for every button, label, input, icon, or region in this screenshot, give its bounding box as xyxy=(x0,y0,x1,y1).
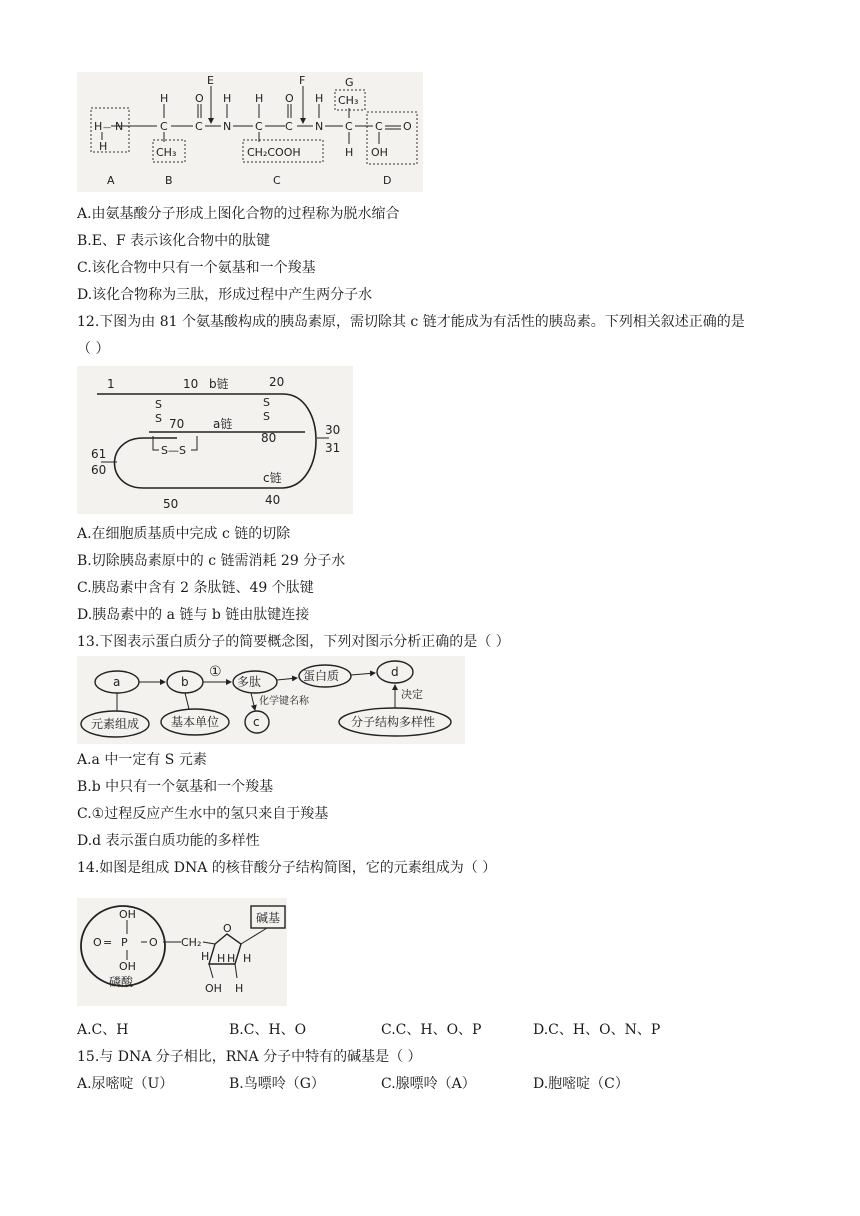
q12-option-b: B.切除胰岛素原中的 c 链需消耗 29 分子水 xyxy=(77,553,346,569)
tripeptide-figure xyxy=(77,72,423,192)
atom-n3: N xyxy=(315,120,324,133)
atom-o-right: O xyxy=(149,936,158,949)
atom-h-ring: H xyxy=(235,982,244,995)
node-protein: 蛋白质 xyxy=(303,669,340,683)
node-d: d xyxy=(391,665,399,679)
atom-ch2: CH₂ xyxy=(181,936,202,949)
residue-80: 80 xyxy=(261,431,277,445)
base-label: 碱基 xyxy=(256,911,281,925)
residue-70: 70 xyxy=(169,417,185,431)
disulfide-ss: S—S xyxy=(161,444,186,457)
residue-20: 20 xyxy=(269,375,285,389)
q15-option-a: A.尿嘧啶（U） xyxy=(77,1076,174,1092)
atom-c5: C xyxy=(345,120,353,133)
residue-10: 10 xyxy=(183,377,199,391)
box-label-a: A xyxy=(107,174,115,187)
atom-oh-bottom: OH xyxy=(119,960,136,973)
atom-c1: C xyxy=(160,120,168,133)
atom-h-top-c3: H xyxy=(255,92,264,105)
box-label-d: D xyxy=(383,174,392,187)
decides-label: 决定 xyxy=(401,688,423,701)
atom-h2: H xyxy=(217,952,226,965)
residue-1: 1 xyxy=(107,377,115,391)
atom-h-top-n3: H xyxy=(315,92,324,105)
atom-c4: C xyxy=(285,120,293,133)
disulfide-s1: S xyxy=(155,398,162,411)
atom-ch3-c5: CH₃ xyxy=(338,94,359,107)
q12-stem: 12.下图为由 81 个氨基酸构成的胰岛素原，需切除其 c 链才能成为有活性的胰岛素。下列相关叙述正确的是 xyxy=(77,314,745,330)
box-label-b: B xyxy=(165,174,173,187)
residue-50: 50 xyxy=(163,497,179,511)
c-chain-label: c链 xyxy=(263,471,282,485)
a-chain-label: a链 xyxy=(213,417,233,431)
atom-c6: C xyxy=(375,120,383,133)
atom-oh-c6: OH xyxy=(371,146,388,159)
atom-h3: H xyxy=(227,952,236,965)
q12-option-c: C.胰岛素中含有 2 条肽链、49 个肽键 xyxy=(77,580,314,596)
atom-side-c3: CH₂COOH xyxy=(247,146,301,159)
label-f: F xyxy=(299,74,306,87)
q13-option-a: A.a 中一定有 S 元素 xyxy=(77,752,207,768)
q14-stem: 14.如图是组成 DNA 的核苷酸分子结构简图，它的元素组成为（ ） xyxy=(77,860,497,876)
bond-name-label: 化学键名称 xyxy=(259,696,309,707)
disulfide-s3: S xyxy=(263,396,270,409)
atom-h-n: H xyxy=(94,120,103,133)
atom-ch3-c1: CH₃ xyxy=(156,146,177,159)
residue-40: 40 xyxy=(265,493,281,507)
atom-o-double: O xyxy=(93,936,102,949)
q11-option-a: A.由氨基酸分子形成上图化合物的过程称为脱水缩合 xyxy=(77,206,400,222)
q12-stem-blank: （ ） xyxy=(77,341,110,357)
atom-o-top-c4: O xyxy=(285,92,294,105)
atom-o-ring: O xyxy=(223,922,232,935)
q15-stem: 15.与 DNA 分子相比，RNA 分子中特有的碱基是（ ） xyxy=(77,1049,422,1065)
q15-option-d: D.胞嘧啶（C） xyxy=(533,1076,629,1092)
atom-c3: C xyxy=(255,120,263,133)
q14-option-b: B.C、H、O xyxy=(229,1022,307,1038)
label-g: G xyxy=(345,76,354,89)
atom-n1: N xyxy=(115,120,124,133)
atom-h1: H xyxy=(201,950,210,963)
atom-n2: N xyxy=(223,120,232,133)
label-e: E xyxy=(207,74,214,87)
q15-option-b: B.鸟嘌呤（G） xyxy=(229,1076,325,1092)
q12-option-a: A.在细胞质基质中完成 c 链的切除 xyxy=(77,526,291,542)
node-diversity: 分子结构多样性 xyxy=(351,715,436,729)
q14-option-a: A.C、H xyxy=(77,1022,129,1038)
atom-eq: = xyxy=(103,936,113,949)
proinsulin-figure xyxy=(77,366,353,514)
atom-o-c6: O xyxy=(403,120,412,133)
atom-oh-ring: OH xyxy=(205,982,222,995)
residue-31: 31 xyxy=(325,441,341,455)
residue-60: 60 xyxy=(91,463,107,477)
q14-option-c: C.C、H、O、P xyxy=(381,1022,482,1038)
atom-h-below-n1: H xyxy=(99,140,108,153)
node-c: c xyxy=(253,715,260,729)
atom-h-top-n2: H xyxy=(223,92,232,105)
atom-h4: H xyxy=(243,952,252,965)
disulfide-s2: S xyxy=(155,412,162,425)
atom-h-below-c5: H xyxy=(345,146,354,159)
phosphate-label: 磷酸 xyxy=(109,975,134,989)
protein-concept-map xyxy=(77,656,465,744)
q14-options xyxy=(77,1020,777,1040)
box-label-c: C xyxy=(273,174,281,187)
node-a: a xyxy=(113,675,121,689)
q15-options xyxy=(77,1074,777,1094)
q11-option-c: C.该化合物中只有一个氨基和一个羧基 xyxy=(77,260,316,276)
q15-option-c: C.腺嘌呤（A） xyxy=(381,1076,476,1092)
q14-option-d: D.C、H、O、N、P xyxy=(533,1022,661,1038)
q11-option-b: B.E、F 表示该化合物中的肽键 xyxy=(77,233,271,249)
node-basic-unit: 基本单位 xyxy=(171,715,220,729)
q13-option-d: D.d 表示蛋白质功能的多样性 xyxy=(77,833,260,849)
atom-h-top-c1: H xyxy=(160,92,169,105)
node-polypeptide: 多肽 xyxy=(237,675,262,689)
q13-stem: 13.下图表示蛋白质分子的简要概念图，下列对图示分析正确的是（ ） xyxy=(77,634,510,650)
nucleotide-figure xyxy=(77,898,287,1006)
residue-30: 30 xyxy=(325,423,341,437)
atom-p: P xyxy=(121,936,128,949)
q13-option-b: B.b 中只有一个氨基和一个羧基 xyxy=(77,779,274,795)
disulfide-s4: S xyxy=(263,410,270,423)
residue-61: 61 xyxy=(91,447,107,461)
process-1-label: ① xyxy=(209,664,222,680)
q11-option-d: D.该化合物称为三肽，形成过程中产生两分子水 xyxy=(77,287,373,303)
b-chain-label: b链 xyxy=(209,377,229,391)
atom-o-top-c2: O xyxy=(195,92,204,105)
atom-c2: C xyxy=(195,120,203,133)
node-element: 元素组成 xyxy=(91,717,140,731)
q12-option-d: D.胰岛素中的 a 链与 b 链由肽键连接 xyxy=(77,607,310,623)
node-b: b xyxy=(181,675,189,689)
atom-oh-top: OH xyxy=(119,908,136,921)
q13-option-c: C.①过程反应产生水中的氢只来自于羧基 xyxy=(77,806,329,822)
atom-dash: — xyxy=(103,123,111,132)
